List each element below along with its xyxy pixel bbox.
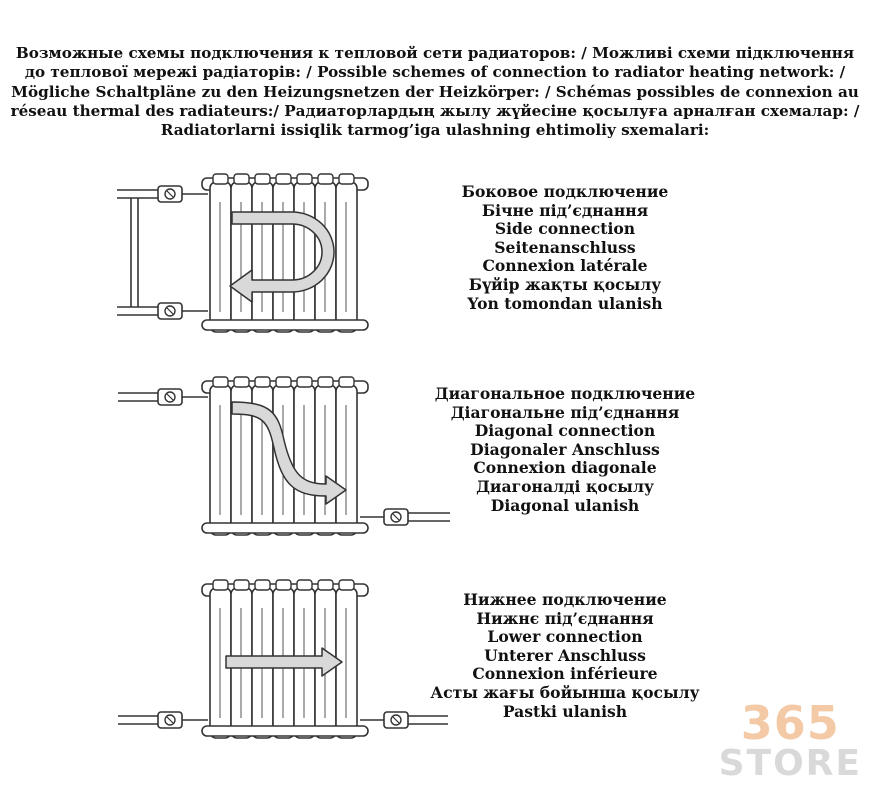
label-line: Асты жағы бойынша қосылу (430, 682, 700, 702)
label-line: Боковое подключение (461, 182, 669, 201)
label-line: Diagonal connection (474, 421, 656, 441)
label-line: Нижнє під’єднання (476, 608, 654, 628)
store-watermark (718, 696, 862, 784)
label-line: Yon tomondan ulanish (467, 293, 663, 313)
label-line: Diagonaler Anschluss (470, 439, 660, 459)
title-line: Radiatorlarni issiqlik tarmog’iga ulashning ehtimoliy sxemalari: (160, 121, 710, 140)
label-line: Нижнее подключение (463, 590, 667, 609)
bottom-connection-diagram (118, 580, 448, 738)
label-line: Диагоналді қосылу (476, 476, 654, 496)
diagonal-connection-labels (400, 385, 730, 515)
label-line: Диагональное подключение (434, 384, 696, 403)
label-line: Бүйір жақты қосылу (468, 274, 662, 294)
label-line: Unterer Anschluss (484, 645, 646, 665)
label-line: Бічне під’єднання (481, 200, 649, 220)
label-line: Lower connection (487, 627, 643, 647)
title-line: Mögliche Schaltpläne zu den Heizungsnetzen der Heizkörper: / Schémas possibles de connexion au (11, 82, 859, 101)
label-line: Діагональне під’єднання (450, 402, 680, 422)
side-connection-labels (400, 183, 730, 313)
label-line: Connexion diagonale (473, 458, 657, 478)
watermark-number: 365 (740, 696, 840, 750)
label-line: Connexion inférieure (472, 664, 658, 684)
title-line: réseau thermal des radiateurs:/ Радиаторлардың жылу жүйесіне қосылуға арналған схемалар: / (10, 101, 860, 120)
label-line: Connexion latérale (482, 256, 648, 276)
title-line: до теплової мережі радіаторів: / Possible schemes of connection to radiator heating network: / (24, 63, 846, 82)
side-connection-diagram (117, 174, 368, 332)
label-line: Diagonal ulanish (490, 495, 640, 515)
bottom-connection-labels (400, 591, 730, 721)
watermark-word: STORE (718, 743, 862, 784)
label-line: Side connection (494, 219, 636, 239)
label-line: Pastki ulanish (502, 701, 628, 721)
label-line: Seitenanschluss (494, 237, 636, 257)
title-line: Возможные схемы подключения к тепловой сети радиаторов: / Можливі схеми підключення (15, 44, 855, 62)
